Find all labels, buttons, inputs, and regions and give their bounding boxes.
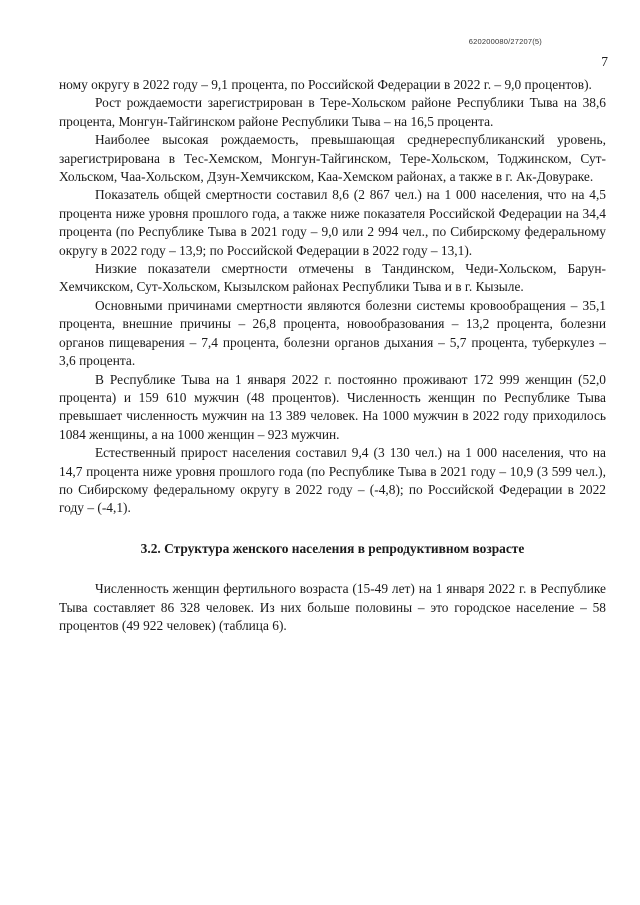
page-number: 7 bbox=[601, 54, 608, 69]
document-id: 620200080/27207(5) bbox=[468, 37, 542, 46]
paragraph-population-gender: В Республике Тыва на 1 января 2022 г. постоянно проживают 172 999 женщин (52,0 процента) и 159 610 мужчин (48 процентов). Численность женщин по Республике Тыва превышает численность мужчин на 13 389 человек. На 1000 мужчин в 2022 году приходилось 1084 женщины, а на 1000 женщин – 923 мужчин. bbox=[59, 371, 606, 442]
section-heading: 3.2. Структура женского населения в репродуктивном возрасте bbox=[140, 540, 525, 556]
paragraph-low-mortality: Низкие показатели смертности отмечены в Тандинском, Чеди-Хольском, Барун-Хемчикском, Сут-Хольском, Кызылском районах Республики Тыва и в г. Кызыле. bbox=[59, 261, 606, 295]
paragraph-fertile-women: Численность женщин фертильного возраста (15-49 лет) на 1 января 2022 г. в Республике Тыва составляет 86 328 человек. Из них больше половины – это городское население – 58 процентов (49 922 человек) (таблица 6). bbox=[59, 581, 606, 633]
document-body bbox=[59, 76, 606, 635]
paragraph-birth-rate-growth: Рост рождаемости зарегистрирован в Тере-Хольском районе Республики Тыва на 38,6 процента, Монгун-Тайгинском районе Республики Тыва – на 16,5 процента. bbox=[59, 95, 606, 129]
paragraph-mortality-rate: Показатель общей смертности составил 8,6 (2 867 чел.) на 1 000 населения, что на 4,5 процента ниже уровня прошлого года, а также ниже показателя Российской Федерации на 34,4 процента (по Республике Тыва в 2021 году – 9,0 или 2 994 чел., по Сибирскому федеральному округу в 2022 году – 13,9; по Российской Федерации в 2022 году – 13,1). bbox=[59, 187, 606, 258]
paragraph-natural-growth: Естественный прирост населения составил 9,4 (3 130 чел.) на 1 000 населения, что на 14,7 процента ниже уровня прошлого года (по Республике Тыва в 2021 году – 10,9 (3 599 чел.), по Сибирскому федеральному округу в 2022 году – (-4,8); по Российской Федерации в 2022 году – (-4,1). bbox=[59, 445, 606, 516]
paragraph-continuation: ному округу в 2022 году – 9,1 процента, по Российской Федерации в 2022 г. – 9,0 процентов). bbox=[59, 77, 592, 92]
paragraph-high-birth-rate: Наиболее высокая рождаемость, превышающая среднереспубликанский уровень, зарегистрирована в Тес-Хемском, Монгун-Тайгинском, Тере-Хольском, Тоджинском, Сут-Хольском, Чаа-Хольском, Дзун-Хемчикском, Каа-Хемском районах, а также в г. Ак-Довураке. bbox=[59, 132, 606, 185]
paragraph-causes-of-death: Основными причинами смертности являются болезни системы кровообращения – 35,1 процента, внешние причины – 26,8 процента, новообразования – 13,2 процента, болезни органов пищеварения – 7,4 процента, болезни органов дыхания – 5,7 процента, туберкулез – 3,6 процента. bbox=[59, 297, 606, 369]
